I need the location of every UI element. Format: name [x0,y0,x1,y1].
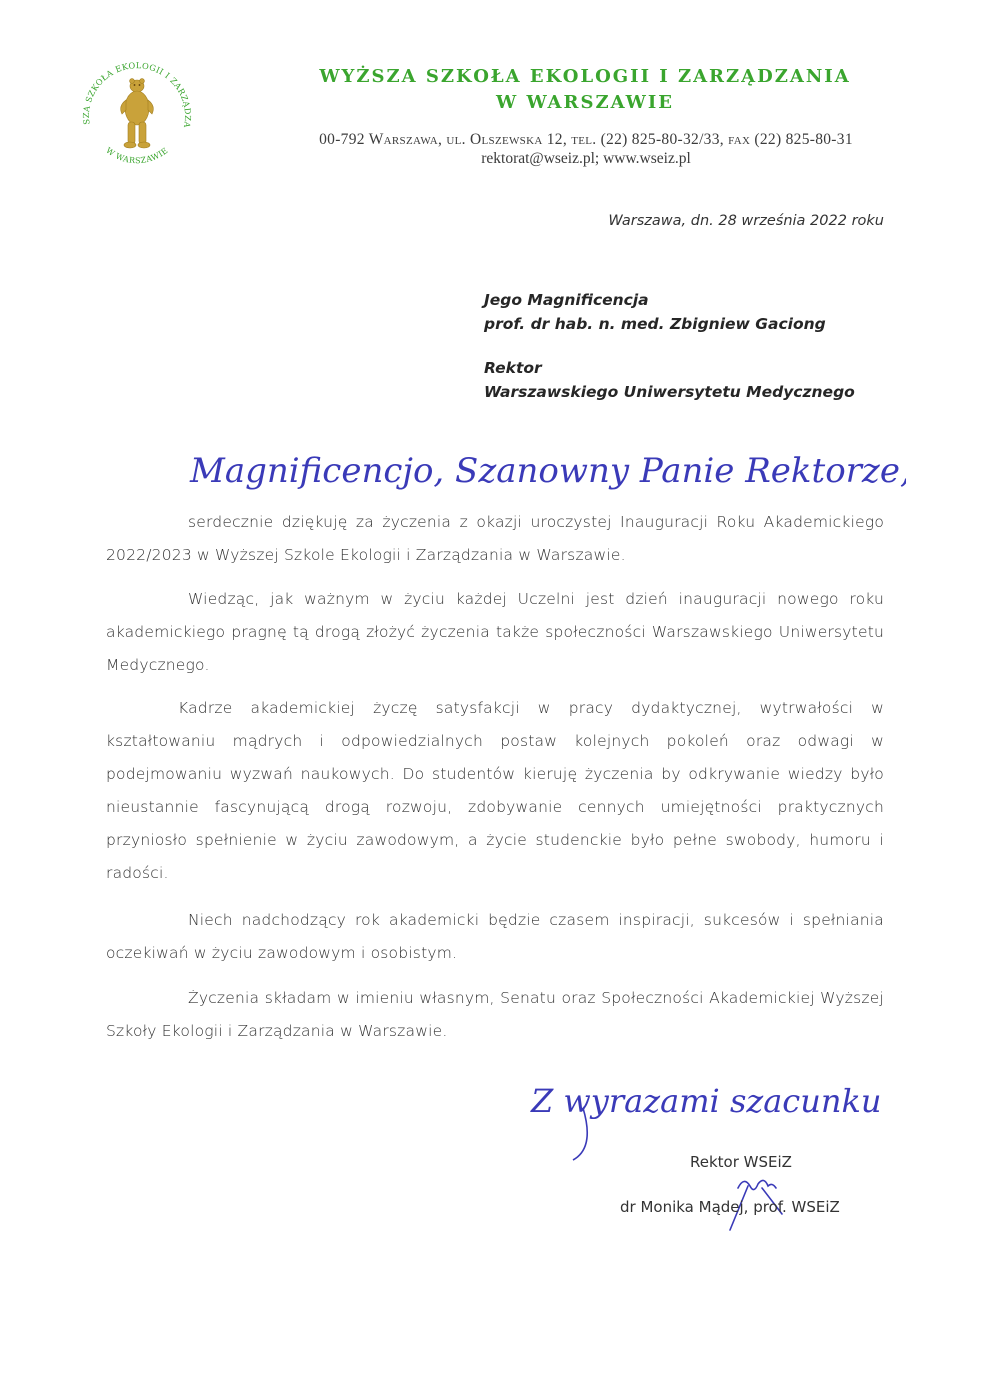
recipient-role: Rektor [484,359,542,377]
svg-text:WYŻSZA SZKOŁA EKOLOGII I ZARZĄ: SZA SZKOŁA EKOLOGII I ZARZĄDZA [80,60,194,129]
institution-contact: rektorat@wseiz.pl; www.wseiz.pl [481,150,691,167]
institution-name-line2: W WARSZAWIE [495,92,675,113]
recipient-title: Jego Magnificencja [484,291,649,309]
paragraph-1: serdecznie dziękuję za życzenia z okazji uroczystej Inauguracji Roku Akademickiego 2022/2023 w Wyższej Szkole Ekologii i Zarządzania w Warszawie. [106,513,884,564]
institution-name [300,64,870,116]
institution-name-line1: WYŻSZA SZKOŁA EKOLOGII I ZARZĄDZANIA [319,66,851,87]
recipient-name: prof. dr hab. n. med. Zbigniew Gaciong [484,315,826,333]
paragraph-2: Wiedząc, jak ważnym w życiu każdej Uczelni jest dzień inauguracji nowego roku akademickiego pragnę tą drogą złożyć życzenia także społeczności Warszawskiego Uniwersytetu Medycznego. [106,590,884,674]
signatory-name: dr Monika Mądej, prof. WSEiZ [620,1198,840,1216]
paragraph-4: Niech nadchodzący rok akademicki będzie czasem inspiracji, sukcesów i spełniania oczekiwań w życiu zawodowym i osobistym. [106,911,884,962]
institution-address: 00-792 Warszawa, ul. Olszewska 12, tel. (22) 825-80-32/33, fax (22) 825-80-31 [319,131,853,148]
recipient-block [484,288,924,404]
institution-seal-logo [72,48,202,188]
svg-text:W WARSZAWIE: W WARSZAWIE [104,145,170,166]
paragraph-3: Kadrze akademickiej życzę satysfakcji w pracy dydaktycznej, wytrwałości w kształtowaniu mądrych i odpowiedzialnych postaw kolejnych pokoleń oraz odwagi w podejmowaniu wyzwań naukowych. Do studentów kieruję życzenia by odkrywanie wiedzy było nieustannie fascynującą drogą rozwoju, zdobywanie cennych umiejętności praktycznych przyniosło spełnienie w życiu zawodowym, a życie studenckie było pełne swobody, humoru i radości. [106,699,884,882]
paragraph-5: Życzenia składam w imieniu własnym, Senatu oraz Społeczności Akademickiej Wyższej Szkoły Ekologii i Zarządzania w Warszawie. [106,989,884,1040]
closing-script: Z wyrazami szacunku [531,1082,882,1120]
handwritten-salutation [186,440,906,510]
signatory-role: Rektor WSEiZ [690,1153,792,1171]
letter-date: Warszawa, dn. 28 września 2022 roku [608,213,884,229]
salutation-script: Magnificencjo, Szanowny Panie Rektorze, [190,451,906,491]
recipient-institution: Warszawskiego Uniwersytetu Medycznego [484,383,855,401]
